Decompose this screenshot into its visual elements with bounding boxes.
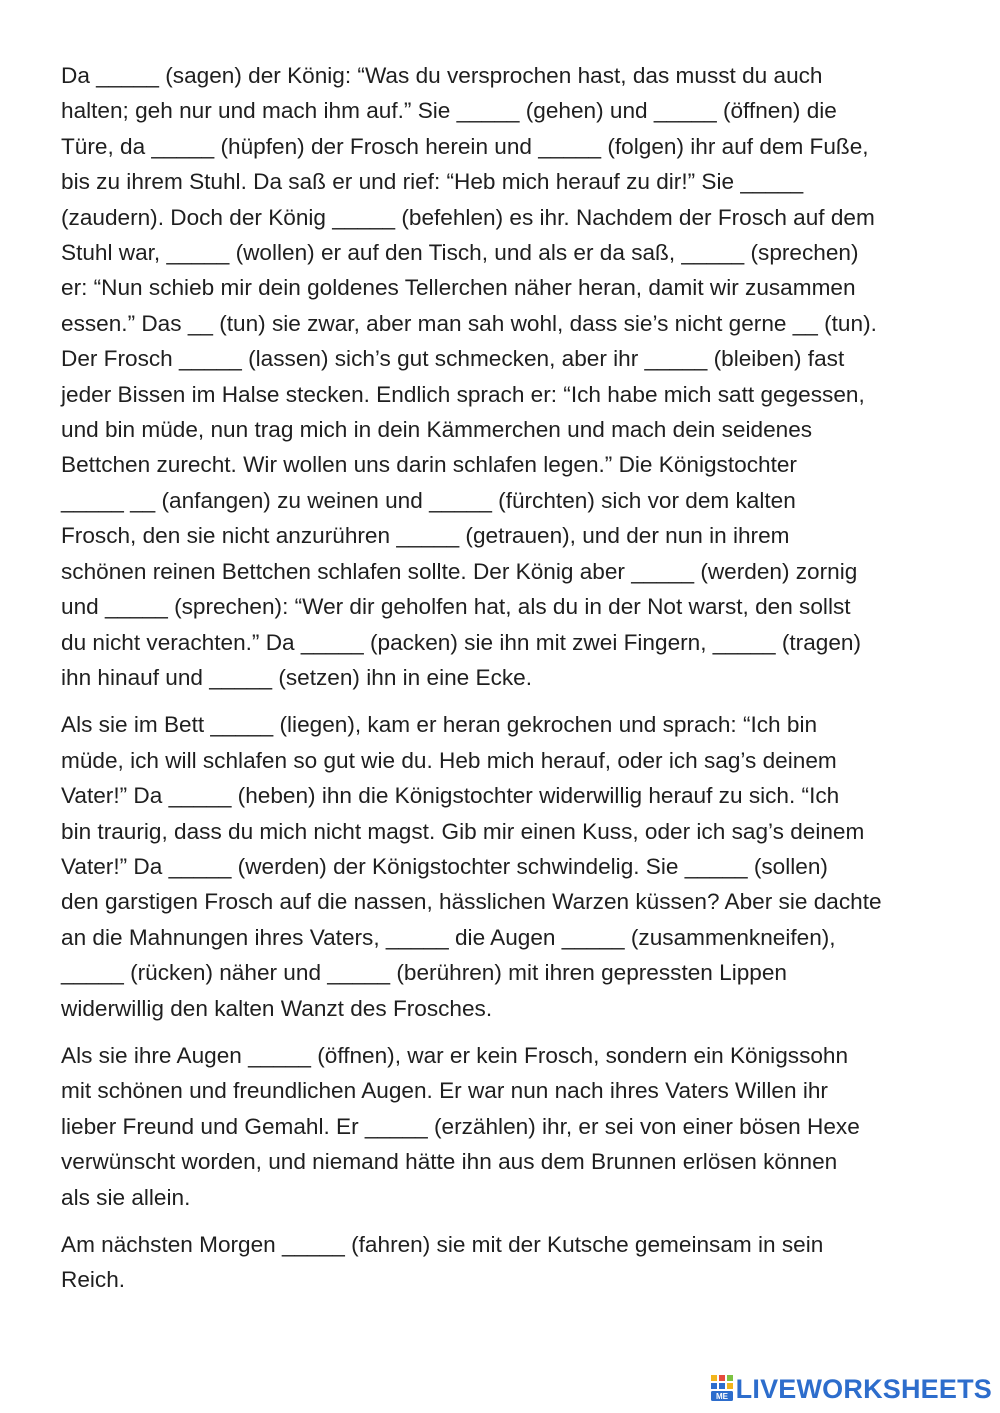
- text-line: an die Mahnungen ihres Vaters, _____ die Augen _____ (zusammenkneifen),: [61, 924, 836, 950]
- liveworksheets-logo-icon: [711, 1375, 733, 1403]
- paragraph-2: [61, 707, 941, 1026]
- text-line: und bin müde, nun trag mich in dein Kämmerchen und mach dein seidenes: [61, 417, 813, 443]
- text-line: du nicht verachten.” Da _____ (packen) sie ihn mit zwei Fingern, _____ (tragen): [61, 629, 861, 655]
- svg-text:ME: ME: [715, 1392, 728, 1401]
- text-line: mit schönen und freundlichen Augen. Er war nun nach ihres Vaters Willen ihr: [61, 1078, 828, 1104]
- text-line: Frosch, den sie nicht anzurühren _____ (getrauen), und der nun in ihrem: [61, 523, 790, 549]
- paragraph-4: [61, 1227, 941, 1298]
- text-line: Da _____ (sagen) der König: “Was du versprochen hast, das musst du auch: [61, 63, 823, 88]
- text-line: (zaudern). Doch der König _____ (befehlen) es ihr. Nachdem der Frosch auf dem: [61, 204, 875, 230]
- paragraph-3: [61, 1038, 941, 1215]
- text-line: Stuhl war, _____ (wollen) er auf den Tisch, und als er da saß, _____ (sprechen): [61, 240, 859, 266]
- text-line: jeder Bissen im Halse stecken. Endlich sprach er: “Ich habe mich satt gegessen,: [61, 381, 865, 407]
- text-line: er: “Nun schieb mir dein goldenes Tellerchen näher heran, damit wir zusammen: [61, 275, 856, 301]
- text-line: Reich.: [61, 1267, 126, 1293]
- text-line: Türe, da _____ (hüpfen) der Frosch herein und _____ (folgen) ihr auf dem Fuße,: [61, 133, 869, 159]
- liveworksheets-logo-text: LIVEWORKSHEETS: [735, 1373, 992, 1404]
- text-line: _____ __ (anfangen) zu weinen und _____ (fürchten) sich vor dem kalten: [61, 487, 796, 513]
- worksheet-text: [61, 58, 941, 1310]
- text-line: halten; geh nur und mach ihm auf.” Sie _____ (gehen) und _____ (öffnen) die: [61, 98, 837, 124]
- text-line: verwünscht worden, und niemand hätte ihn aus dem Brunnen erlösen können: [61, 1149, 838, 1175]
- text-line: ihn hinauf und _____ (setzen) ihn in eine Ecke.: [61, 664, 533, 690]
- text-line: _____ (rücken) näher und _____ (berühren) mit ihren gepressten Lippen: [61, 960, 787, 986]
- text-line: als sie allein.: [61, 1184, 191, 1210]
- text-line: widerwillig den kalten Wanzt des Frosches.: [61, 995, 493, 1021]
- paragraph-1: [61, 58, 941, 695]
- text-line: und _____ (sprechen): “Wer dir geholfen hat, als du in der Not warst, den sollst: [61, 594, 851, 620]
- text-line: bis zu ihrem Stuhl. Da saß er und rief: “Heb mich herauf zu dir!” Sie _____: [61, 169, 804, 195]
- text-line: Als sie ihre Augen _____ (öffnen), war er kein Frosch, sondern ein Königssohn: [61, 1042, 849, 1068]
- text-line: Der Frosch _____ (lassen) sich’s gut schmecken, aber ihr _____ (bleiben) fast: [61, 346, 845, 372]
- text-line: lieber Freund und Gemahl. Er _____ (erzählen) ihr, er sei von einer bösen Hexe: [61, 1113, 860, 1139]
- text-line: den garstigen Frosch auf die nassen, hässlichen Warzen küssen? Aber sie dachte: [61, 889, 882, 915]
- text-line: schönen reinen Bettchen schlafen sollte. Der König aber _____ (werden) zornig: [61, 558, 858, 584]
- liveworksheets-branding: [711, 1371, 992, 1407]
- text-line: müde, ich will schlafen so gut wie du. Heb mich herauf, oder ich sag’s deinem: [61, 747, 837, 773]
- text-line: Bettchen zurecht. Wir wollen uns darin schlafen legen.” Die Königstochter: [61, 452, 797, 478]
- text-line: essen.” Das __ (tun) sie zwar, aber man sah wohl, dass sie’s nicht gerne __ (tun).: [61, 310, 877, 336]
- text-line: Am nächsten Morgen _____ (fahren) sie mit der Kutsche gemeinsam in sein: [61, 1232, 824, 1257]
- text-line: Als sie im Bett _____ (liegen), kam er heran gekrochen und sprach: “Ich bin: [61, 712, 818, 738]
- text-line: bin traurig, dass du mich nicht magst. Gib mir einen Kuss, oder ich sag’s deinem: [61, 818, 865, 844]
- text-line: Vater!” Da _____ (heben) ihn die Königstochter widerwillig herauf zu sich. “Ich: [61, 783, 840, 809]
- text-line: Vater!” Da _____ (werden) der Königstochter schwindelig. Sie _____ (sollen): [61, 853, 828, 879]
